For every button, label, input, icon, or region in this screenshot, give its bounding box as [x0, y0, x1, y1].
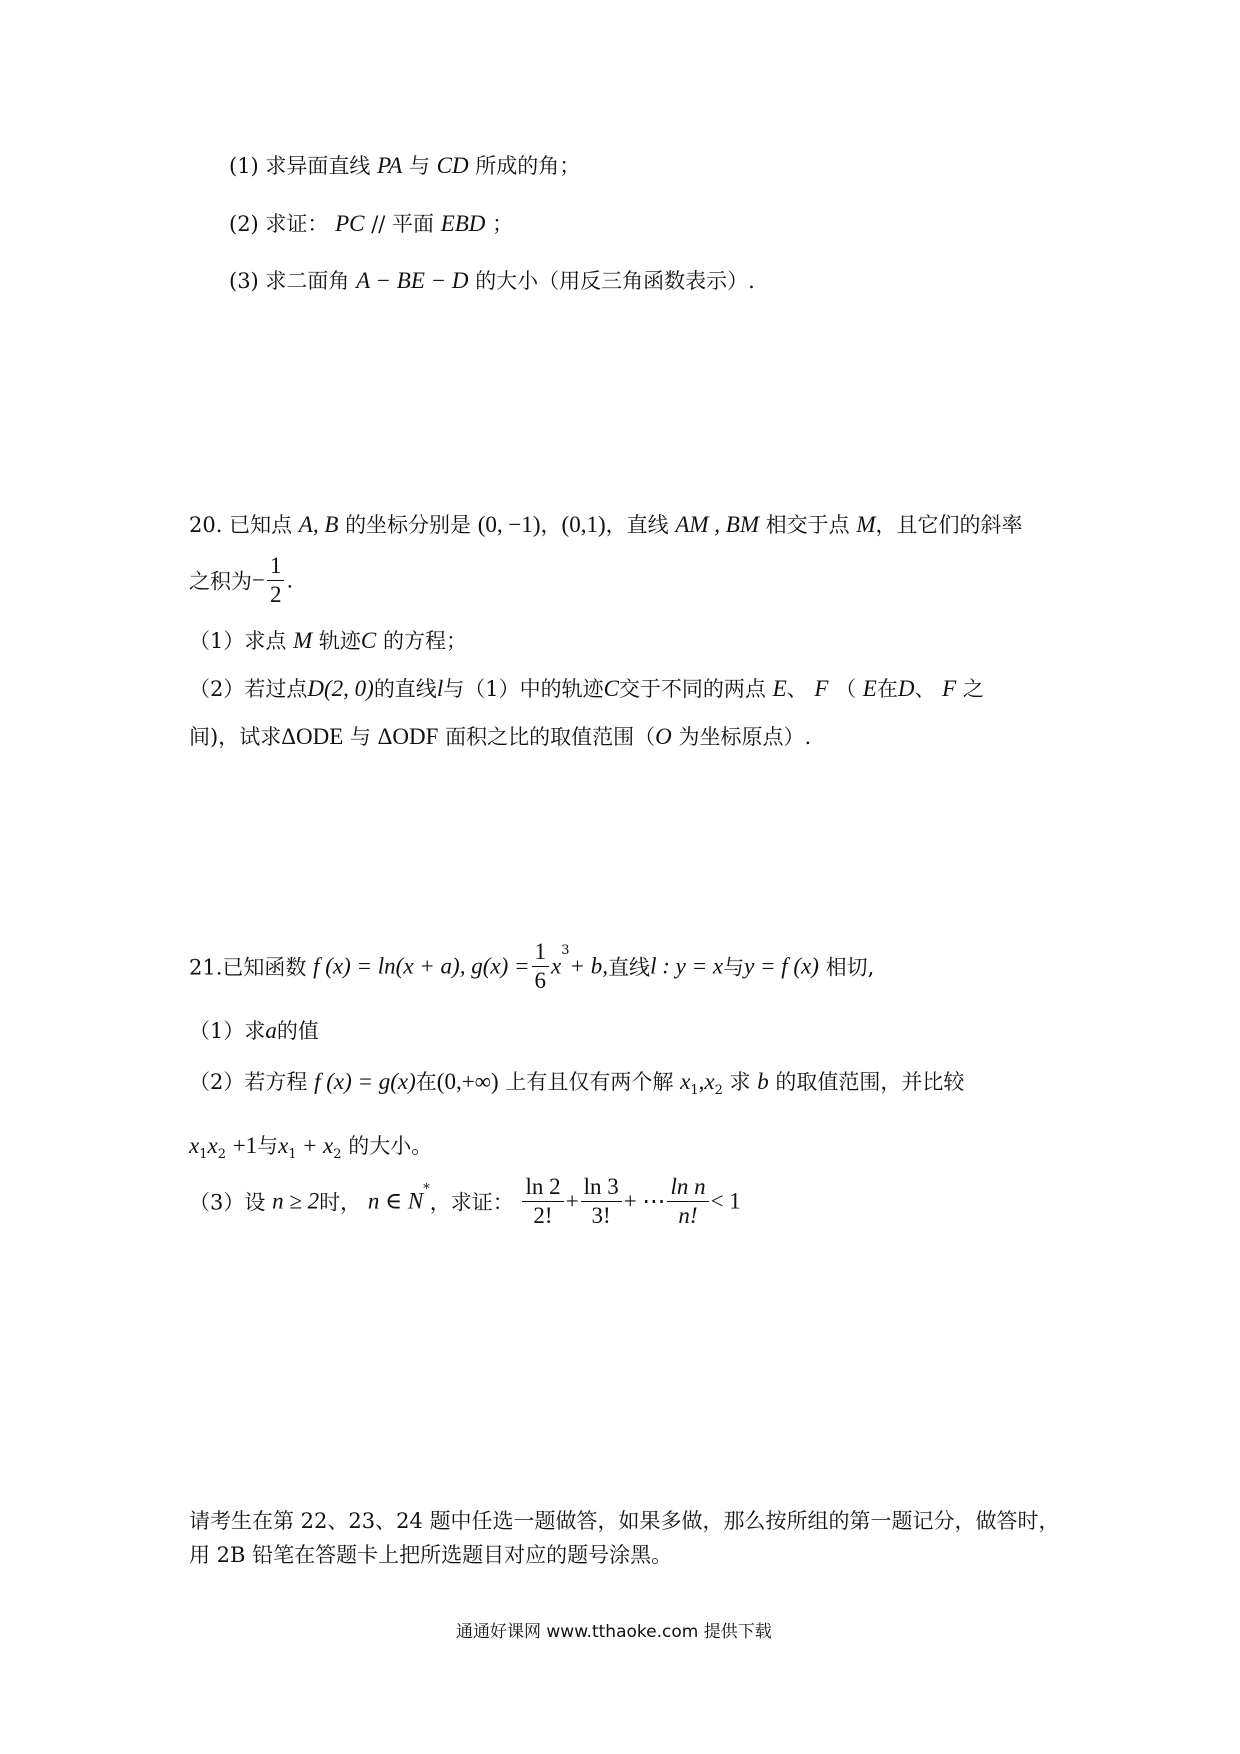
q20-part2-line2: 间)，试求ΔODE 与 ΔODF 面积之比的取值范围（O 为坐标原点）. [189, 724, 812, 749]
q20-line2: 之积为− $\frac{1}{2}$ . [189, 553, 294, 607]
q21-part3: （3）设 n ≥ 2时， n ∈ N*，求证： $\frac{\ln 2}{2!}$ + $\frac{\ln 3}{3!}$ + ⋯ $\frac{\text{ln n}}{n!}$ < 1 [189, 1174, 741, 1228]
fraction-one-half: $\frac{1}{2}$ [267, 552, 285, 609]
instruction-line1: 请考生在第 22、23、24 题中任选一题做答，如果多做，那么按所组的第一题记分，做答时， [189, 1509, 1060, 1533]
fraction-ln3-over-3fact: $\frac{\ln 3}{3!}$ [581, 1173, 622, 1230]
q19-part1: (1) 求异面直线 PA 与 CD 所成的角； [229, 153, 581, 178]
fraction-lnn-over-nfact: $\frac{\text{ln n}}{n!}$ [667, 1173, 708, 1230]
q19-part3: (3) 求二面角 A − BE − D 的大小（用反三角函数表示）. [229, 268, 755, 293]
q20-line1: 20. 已知点 A, B 的坐标分别是 (0, −1)，(0,1)，直线 AM , BM 相交于点 M，且它们的斜率 [189, 512, 1023, 537]
q21-part1: （1）求a的值 [189, 1018, 319, 1043]
q20-part2-line1: （2）若过点D(2, 0)的直线l与（1）中的轨迹C交于不同的两点 E、 F （ E在D、 F 之 [189, 676, 984, 701]
q19-part2: (2) 求证： PC // 平面 EBD ； [229, 211, 514, 236]
footer-source: 通通好课网 www.tthaoke.com 提供下载 [456, 1622, 772, 1642]
q20-part1: （1）求点 M 轨迹C 的方程； [189, 628, 467, 653]
instruction-line2: 用 2B 铅笔在答题卡上把所选题目对应的题号涂黑。 [189, 1543, 673, 1567]
q21-line1: 21.已知函数 f (x) = ln(x + a), g(x) = $\frac{1}{6}$ $x^3+ b$,直线l : y = x与y = f (x) 相切, [189, 939, 875, 993]
fraction-ln2-over-2fact: $\frac{\ln 2}{2!}$ [522, 1173, 563, 1230]
q21-part2-line2: $x_1x_2 +1$与$x_1 + x_2$ 的大小。 [189, 1133, 433, 1163]
q21-part2-line1: （2）若方程 f (x) = g(x)在(0,+∞) 上有且仅有两个解 $x_1,x_2$ 求 b 的取值范围，并比较 [189, 1069, 965, 1099]
fraction-one-sixth: $\frac{1}{6}$ [532, 938, 550, 995]
